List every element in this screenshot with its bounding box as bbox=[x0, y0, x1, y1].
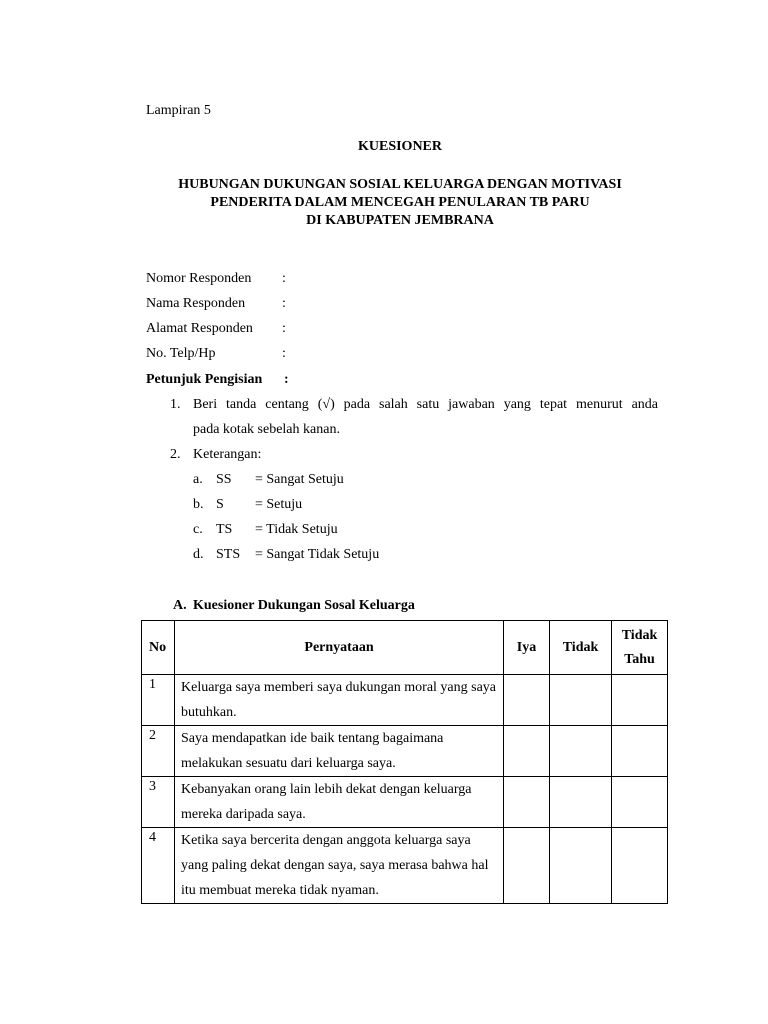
header-statement: Pernyataan bbox=[175, 621, 504, 675]
answer-tidak-tahu-cell[interactable] bbox=[612, 777, 668, 828]
keterangan-desc: = Sangat Tidak Setuju bbox=[255, 547, 380, 562]
answer-iya-cell[interactable] bbox=[504, 675, 550, 726]
row-number: 3 bbox=[142, 777, 175, 828]
keterangan-desc: = Setuju bbox=[255, 497, 303, 512]
answer-iya-cell[interactable] bbox=[504, 726, 550, 777]
keterangan-letter: b. bbox=[193, 497, 204, 512]
keterangan-letter: c. bbox=[193, 522, 203, 537]
answer-tidak-tahu-cell[interactable] bbox=[612, 726, 668, 777]
nomor-responden-label: Nomor Responden bbox=[146, 271, 252, 286]
attachment-label: Lampiran 5 bbox=[146, 103, 211, 118]
row-number: 1 bbox=[142, 675, 175, 726]
instruction-1-line-1: Beri tanda centang (√) pada salah satu jawaban yang tepat menurut anda bbox=[193, 397, 658, 412]
document-heading: KUESIONER bbox=[357, 139, 443, 154]
instruction-1-line-2: pada kotak sebelah kanan. bbox=[193, 422, 340, 437]
alamat-responden-label: Alamat Responden bbox=[146, 321, 253, 336]
nomor-responden-colon: : bbox=[282, 271, 286, 286]
keterangan-code: SS bbox=[216, 472, 232, 487]
header-tidak-tahu-line-1: Tidak bbox=[621, 627, 658, 643]
petunjuk-label: Petunjuk Pengisian bbox=[146, 372, 263, 387]
keterangan-letter: a. bbox=[193, 472, 203, 487]
table-row bbox=[142, 675, 668, 726]
table-row bbox=[142, 828, 668, 904]
header-tidak-tahu-line-2: Tahu bbox=[624, 651, 655, 667]
alamat-responden-colon: : bbox=[282, 321, 286, 336]
title-line-3: DI KABUPATEN JEMBRANA bbox=[306, 213, 494, 228]
petunjuk-colon: : bbox=[284, 372, 289, 387]
header-iya: Iya bbox=[504, 621, 550, 675]
telp-colon: : bbox=[282, 346, 286, 361]
nama-responden-label: Nama Responden bbox=[146, 296, 246, 311]
table-row bbox=[142, 777, 668, 828]
keterangan-desc: = Tidak Setuju bbox=[255, 522, 338, 537]
answer-tidak-cell[interactable] bbox=[550, 675, 612, 726]
instruction-2-number: 2. bbox=[170, 447, 181, 462]
keterangan-letter: d. bbox=[193, 547, 204, 562]
row-number: 2 bbox=[142, 726, 175, 777]
keterangan-code: TS bbox=[216, 522, 233, 537]
answer-tidak-tahu-cell[interactable] bbox=[612, 828, 668, 904]
telp-label: No. Telp/Hp bbox=[146, 346, 216, 361]
header-no: No bbox=[142, 621, 175, 675]
keterangan-desc: = Sangat Setuju bbox=[255, 472, 344, 487]
answer-iya-cell[interactable] bbox=[504, 828, 550, 904]
keterangan-code: S bbox=[216, 497, 224, 512]
row-statement: Ketika saya bercerita dengan anggota keluarga saya yang paling dekat dengan saya, saya merasa bahwa hal itu membuat mereka tidak nyaman. bbox=[175, 828, 504, 904]
title-line-2: PENDERITA DALAM MENCEGAH PENULARAN TB PARU bbox=[210, 195, 590, 210]
title-block bbox=[0, 138, 768, 230]
instruction-2-text: Keterangan: bbox=[193, 447, 262, 462]
answer-tidak-cell[interactable] bbox=[550, 777, 612, 828]
questionnaire-table bbox=[141, 620, 668, 904]
keterangan-code: STS bbox=[216, 547, 241, 562]
answer-tidak-cell[interactable] bbox=[550, 726, 612, 777]
table-row bbox=[142, 726, 668, 777]
row-number: 4 bbox=[142, 828, 175, 904]
nama-responden-colon: : bbox=[282, 296, 286, 311]
title-line-1: HUBUNGAN DUKUNGAN SOSIAL KELUARGA DENGAN MOTIVASI bbox=[178, 177, 622, 192]
row-statement: Saya mendapatkan ide baik tentang bagaimana melakukan sesuatu dari keluarga saya. bbox=[175, 726, 504, 777]
answer-tidak-tahu-cell[interactable] bbox=[612, 675, 668, 726]
section-title: Kuesioner Dukungan Sosal Keluarga bbox=[193, 598, 415, 613]
section-letter: A. bbox=[173, 598, 187, 613]
header-tidak: Tidak bbox=[550, 621, 612, 675]
row-statement: Keluarga saya memberi saya dukungan moral yang saya butuhkan. bbox=[175, 675, 504, 726]
row-statement: Kebanyakan orang lain lebih dekat dengan keluarga mereka daripada saya. bbox=[175, 777, 504, 828]
answer-iya-cell[interactable] bbox=[504, 777, 550, 828]
header-tidak-tahu bbox=[612, 621, 668, 675]
answer-tidak-cell[interactable] bbox=[550, 828, 612, 904]
table-header-row bbox=[142, 621, 668, 675]
instruction-1-number: 1. bbox=[170, 397, 181, 412]
